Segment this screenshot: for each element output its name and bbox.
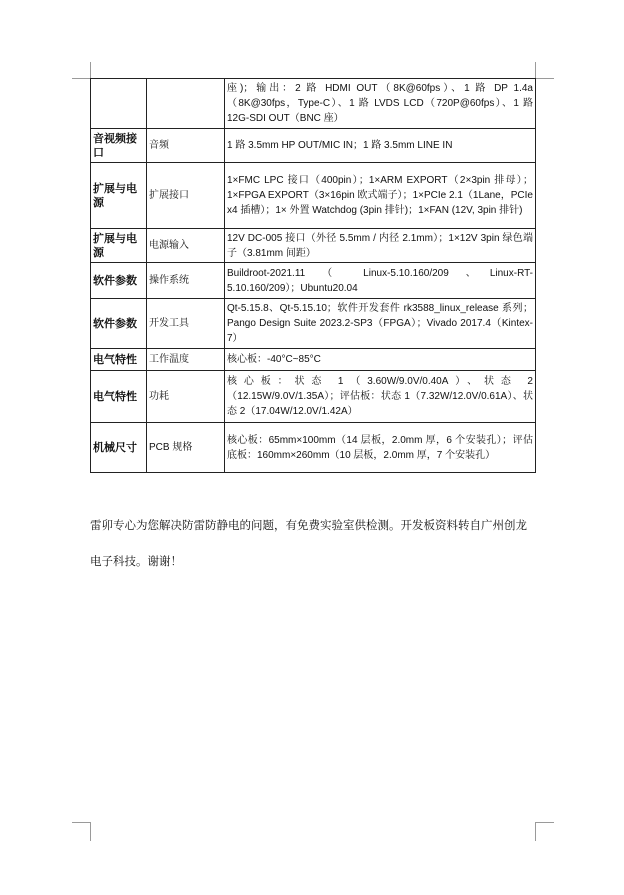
row-value: 核心板：65mm×100mm（14 层板，2.0mm 厚，6 个安装孔）；评估底板：160mm×260mm（10 层板，2.0mm 厚，7 个安装孔） (225, 423, 536, 473)
row-category: 扩展与电源 (91, 229, 147, 263)
row-value: Buildroot-2021.11 （ Linux-5.10.160/209 、Linux-RT-5.10.160/209）；Ubuntu20.04 (225, 263, 536, 299)
row-item: 开发工具 (147, 299, 225, 349)
spec-table (90, 78, 536, 473)
row-value: 核心板：-40°C~85°C (225, 349, 536, 371)
table-row (91, 229, 536, 263)
row-value: 1×FMC LPC 接口（400pin）；1×ARM EXPORT（2×3pin 排母）；1×FPGA EXPORT（3×16pin 欧式端子）；1×PCIe 2.1（1Lane，PCIe x4 插槽）；1× 外置 Watchdog (3pin 排针)；1×FAN (12V, 3pin 排针) (225, 163, 536, 229)
crop-mark-top-right (535, 62, 554, 79)
row-item: PCB 规格 (147, 423, 225, 473)
row-item: 扩展接口 (147, 163, 225, 229)
crop-mark-bottom-left (72, 822, 91, 841)
row-item: 音频 (147, 129, 225, 163)
table-row (91, 349, 536, 371)
table-row (91, 79, 536, 129)
footer-paragraph: 雷卯专心为您解决防雷防静电的问题，有免费实验室供检测。开发板资料转自广州创龙电子科技。谢谢！ (90, 520, 527, 568)
table-row (91, 299, 536, 349)
crop-mark-bottom-right (535, 822, 554, 841)
table-row (91, 129, 536, 163)
row-item: 电源输入 (147, 229, 225, 263)
row-item: 工作温度 (147, 349, 225, 371)
row-category: 软件参数 (91, 299, 147, 349)
row-value: 12V DC-005 接口（外径 5.5mm / 内径 2.1mm）；1×12V 3pin 绿色端子（3.81mm 间距） (225, 229, 536, 263)
row-item: 功耗 (147, 371, 225, 423)
row-category: 音视频接口 (91, 129, 147, 163)
row-category: 电气特性 (91, 371, 147, 423)
crop-mark-top-left (72, 62, 91, 79)
row-item (147, 79, 225, 129)
row-value: Qt-5.15.8、Qt-5.15.10；软件开发套件 rk3588_linux_release 系列；Pango Design Suite 2023.2-SP3（FPGA）；Vivado 2017.4（Kintex-7） (225, 299, 536, 349)
table-row (91, 371, 536, 423)
row-value: 1 路 3.5mm HP OUT/MIC IN；1 路 3.5mm LINE IN (225, 129, 536, 163)
row-category (91, 79, 147, 129)
row-category: 扩展与电源 (91, 163, 147, 229)
row-item: 操作系统 (147, 263, 225, 299)
table-row (91, 263, 536, 299)
row-category: 电气特性 (91, 349, 147, 371)
table-row (91, 163, 536, 229)
row-category: 机械尺寸 (91, 423, 147, 473)
row-value: 核心板：状态 1（3.60W/9.0V/0.40A）、状态 2（12.15W/9.0V/1.35A）；评估板：状态 1（7.32W/12.0V/0.61A）、状态 2（17.04W/12.0V/1.42A） (225, 371, 536, 423)
table-row (91, 423, 536, 473)
row-value: 座)；输出：2 路 HDMI OUT（8K@60fps）、1 路 DP 1.4a（8K@30fps，Type-C）、1 路 LVDS LCD（720P@60fps）、1 路 12G-SDI OUT（BNC 座） (225, 79, 536, 129)
row-category: 软件参数 (91, 263, 147, 299)
